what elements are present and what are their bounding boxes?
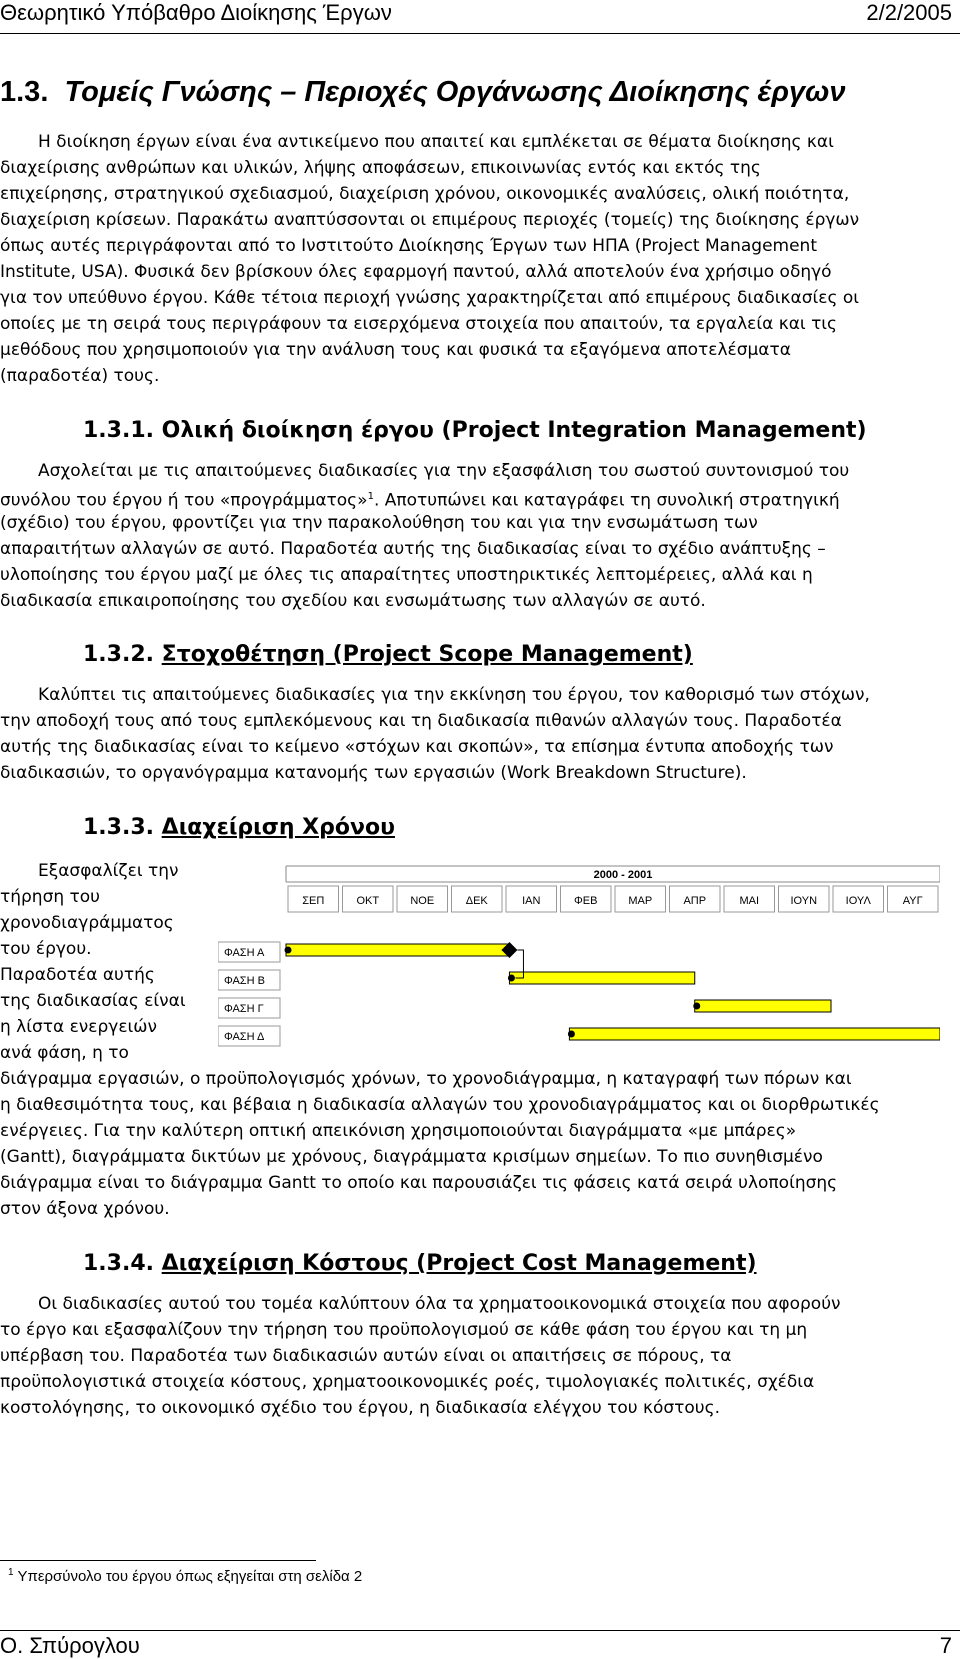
- text-line: Ασχολείται με τις απαιτούμενες διαδικασίες για την εξασφάλιση του σωστού συντονισμού του: [38, 461, 850, 481]
- gantt-bar: [509, 972, 694, 984]
- text-line: επιχείρησης, στρατηγικού σχεδιασμού, διαχείριση χρόνου, οικονομικές αναλύσεις, ολική ποιότητα,: [0, 184, 850, 204]
- header-rule: [0, 33, 960, 34]
- subsection-title: Διαχείριση Κόστους (Project Cost Management): [161, 1251, 757, 1276]
- text-line: Καλύπτει τις απαιτούμενες διαδικασίες για την εκκίνηση του έργου, τον καθορισμό των στόχων,: [38, 685, 870, 705]
- subsection-title: Στοχοθέτηση (Project Scope Management): [161, 642, 693, 667]
- gantt-month-label: ΑΥΓ: [902, 895, 923, 907]
- subsection-number: 1.3.4.: [83, 1251, 154, 1276]
- text-line: (παραδοτέα) τους.: [0, 366, 160, 386]
- footnote-ref: 1: [367, 491, 374, 502]
- text-line: όπως αυτές περιγράφονται από το Ινστιτούτο Διοίκησης Έργων των ΗΠΑ (Project Management: [0, 236, 817, 256]
- subsection-title: Διαχείριση Χρόνου: [161, 815, 395, 840]
- text-line: του έργου.: [0, 939, 92, 959]
- gantt-month-label: ΝΟΕ: [410, 895, 435, 907]
- text-line: στον άξονα χρόνου.: [0, 1199, 170, 1219]
- text-line: υπέρβαση του. Παραδοτέα των διαδικασιών αυτών είναι οι απαιτήσεις σε πόρους, τα: [0, 1346, 732, 1366]
- text-line: Η διοίκηση έργων είναι ένα αντικείμενο που απαιτεί και εμπλέκεται σε θέματα διοίκησης και: [38, 132, 834, 152]
- text-line: ενέργειες. Για την καλύτερη οπτική απεικόνιση χρησιμοποιούνται διαγράμματα «με μπάρες»: [0, 1121, 797, 1141]
- text-line: διαδικασιών, το οργανόγραμμα κατανομής των εργασιών (Work Breakdown Structure).: [0, 763, 747, 783]
- text-line: διαχείρισης ανθρώπων και υλικών, λήψης αποφάσεων, επικοινωνίας εντός και εκτός της: [0, 158, 761, 178]
- gantt-bar-start-marker: [285, 947, 292, 954]
- gantt-bar: [695, 1000, 831, 1012]
- section-title: [0, 76, 845, 109]
- text-line: της διαδικασίας είναι: [0, 991, 186, 1011]
- subsection-title: Ολική διοίκηση έργου (Project Integration Management): [161, 418, 867, 443]
- header-date: 2/2/2005: [866, 0, 952, 25]
- text-line: χρονοδιαγράμματος: [0, 913, 174, 933]
- gantt-bar-start-marker: [693, 1003, 700, 1010]
- gantt-bar: [286, 944, 509, 956]
- text-line: υλοποίησης του έργου μαζί με όλες τις απαραίτητες υποστηρικτικές λεπτομέρειες, αλλά και η: [0, 565, 813, 585]
- text-line: η διαθεσιμότητα τους, και βέβαια η διαδικασία αλλαγών του χρονοδιαγράμματος και οι διορθρωτικές: [0, 1095, 880, 1115]
- text-line: Παραδοτέα αυτής: [0, 965, 155, 985]
- gantt-month-label: ΣΕΠ: [302, 895, 325, 907]
- text-line: το έργο και εξασφαλίζουν την τήρηση του προϋπολογισμού σε κάθε φάση του έργου και τη μη: [0, 1320, 808, 1340]
- subsection-heading-134: [83, 1251, 757, 1276]
- gantt-bar-start-marker: [508, 975, 515, 982]
- text-line: κοστολόγησης, το οικονομικό σχέδιο του έργου, η διαδικασία ελέγχου του κόστους.: [0, 1398, 721, 1418]
- section-title-text: Τομείς Γνώσης – Περιοχές Οργάνωσης Διοίκησης έργων: [64, 76, 846, 108]
- gantt-bar-start-marker: [568, 1031, 575, 1038]
- gantt-chart: [218, 862, 940, 1058]
- text-line: προϋπολογιστικά στοιχεία κόστους, χρηματοοικονομικές ροές, τιμολογιακές πολιτικές, σχέδια: [0, 1372, 815, 1392]
- footer-page-number: 7: [939, 1633, 952, 1658]
- subsection-heading-131: [83, 418, 867, 443]
- subsection-number: 1.3.2.: [83, 642, 154, 667]
- section-number: 1.3.: [0, 76, 49, 108]
- subsection-heading-133: [83, 815, 395, 840]
- text-span: . Αποτυπώνει και καταγράφει τη συνολική στρατηγική: [373, 490, 840, 511]
- gantt-month-label: ΙΟΥΝ: [790, 895, 818, 907]
- gantt-month-label: ΟΚΤ: [356, 895, 380, 907]
- text-line: οποίες με τη σειρά τους περιγράφουν τα εισερχόμενα στοιχεία που απαιτούν, τα εργαλεία και τις: [0, 314, 838, 334]
- gantt-month-label: ΜΑΙ: [739, 895, 760, 907]
- text-line: για τον υπεύθυνο έργου. Κάθε τέτοια περιοχή γνώσης χαρακτηρίζεται από επιμέρους διαδικασίες οι: [0, 288, 859, 308]
- text-line: Οι διαδικασίες αυτού του τομέα καλύπτουν όλα τα χρηματοοικονομικά στοιχεία που αφορούν: [38, 1294, 841, 1314]
- text-line: [0, 486, 840, 512]
- text-span: συνόλου του έργου ή του «προγράμματος»: [0, 490, 368, 511]
- gantt-months: [288, 886, 938, 912]
- text-line: διάγραμμα εργασιών, ο προϋπολογισμός χρόνων, το χρονοδιάγραμμα, η καταγραφή των πόρων και: [0, 1069, 852, 1089]
- footnote-number: 1: [8, 1567, 14, 1578]
- text-line: (Gantt), διαγράμματα δικτύων με χρόνους, διαγράμματα κρισίμων σημείων. Το πιο συνηθισμένο: [0, 1147, 823, 1167]
- text-line: (σχέδιο) του έργου, φροντίζει για την παρακολούθηση του και για την ενσωμάτωση των: [0, 513, 758, 533]
- subsection-number: 1.3.3.: [83, 815, 154, 840]
- gantt-month-label: ΜΑΡ: [628, 895, 653, 907]
- text-line: Εξασφαλίζει την: [38, 861, 179, 881]
- text-line: μεθόδους που χρησιμοποιούν για την ανάλυση τους και φυσικά τα εξαγόμενα αποτελέσματα: [0, 340, 791, 360]
- gantt-bars: [285, 942, 941, 1040]
- subsection-heading-132: [83, 642, 693, 667]
- gantt-month-label: ΦΕΒ: [574, 895, 598, 907]
- gantt-phase-label: ΦΑΣΗ Δ: [224, 1031, 265, 1043]
- gantt-year-label: 2000 - 2001: [593, 869, 653, 881]
- text-line: διαδικασία επικαιροποίησης του σχεδίου και ενσωμάτωσης των αλλαγών σε αυτό.: [0, 591, 706, 611]
- footer-author: Ο. Σπύρογλου: [0, 1633, 140, 1658]
- text-line: ανά φάση, η το: [0, 1043, 129, 1063]
- footer-rule: [0, 1630, 960, 1631]
- text-line: απαραιτήτων αλλαγών σε αυτό. Παραδοτέα αυτής της διαδικασίας είναι το σχέδιο ανάπτυξης –: [0, 539, 826, 559]
- gantt-month-label: ΑΠΡ: [683, 895, 707, 907]
- gantt-rows: [218, 942, 280, 1046]
- footnote-text: Υπερσύνολο του έργου όπως εξηγείται στη σελίδα 2: [17, 1568, 363, 1585]
- subsection-number: 1.3.1.: [83, 418, 154, 443]
- gantt-month-label: ΙΟΥΛ: [845, 895, 871, 907]
- gantt-phase-label: ΦΑΣΗ Β: [224, 975, 265, 987]
- text-line: διάγραμμα είναι το διάγραμμα Gantt το οποίο και παρουσιάζει τις φάσεις κατά σειρά υλοποίησης: [0, 1173, 838, 1193]
- text-line: τήρηση του: [0, 887, 100, 907]
- gantt-bar: [569, 1028, 940, 1040]
- footnote-rule: [0, 1560, 316, 1561]
- gantt-phase-label: ΦΑΣΗ Α: [224, 947, 265, 959]
- header-title: Θεωρητικό Υπόβαθρο Διοίκησης Έργων: [0, 0, 392, 25]
- text-line: η λίστα ενεργειών: [0, 1017, 158, 1037]
- text-line: διαχείριση κρίσεων. Παρακάτω αναπτύσσονται οι επιμέρους περιοχές (τομείς) της διοίκησης έργων: [0, 210, 860, 230]
- text-line: αυτής της διαδικασίας είναι το κείμενο «στόχων και σκοπών», τα επίσημα έντυπα αποδοχής των: [0, 737, 834, 757]
- gantt-phase-label: ΦΑΣΗ Γ: [224, 1003, 264, 1015]
- footnote: [8, 1567, 362, 1585]
- gantt-month-label: ΙΑΝ: [522, 895, 541, 907]
- text-line: Institute, USA). Φυσικά δεν βρίσκουν όλες εφαρμογή παντού, αλλά αποτελούν ένα χρήσιμο οδηγό: [0, 262, 832, 282]
- gantt-month-label: ΔΕΚ: [465, 895, 488, 907]
- text-line: την αποδοχή τους από τους εμπλεκόμενους και τη διαδικασία πιθανών αλλαγών τους. Παραδοτέα: [0, 711, 842, 731]
